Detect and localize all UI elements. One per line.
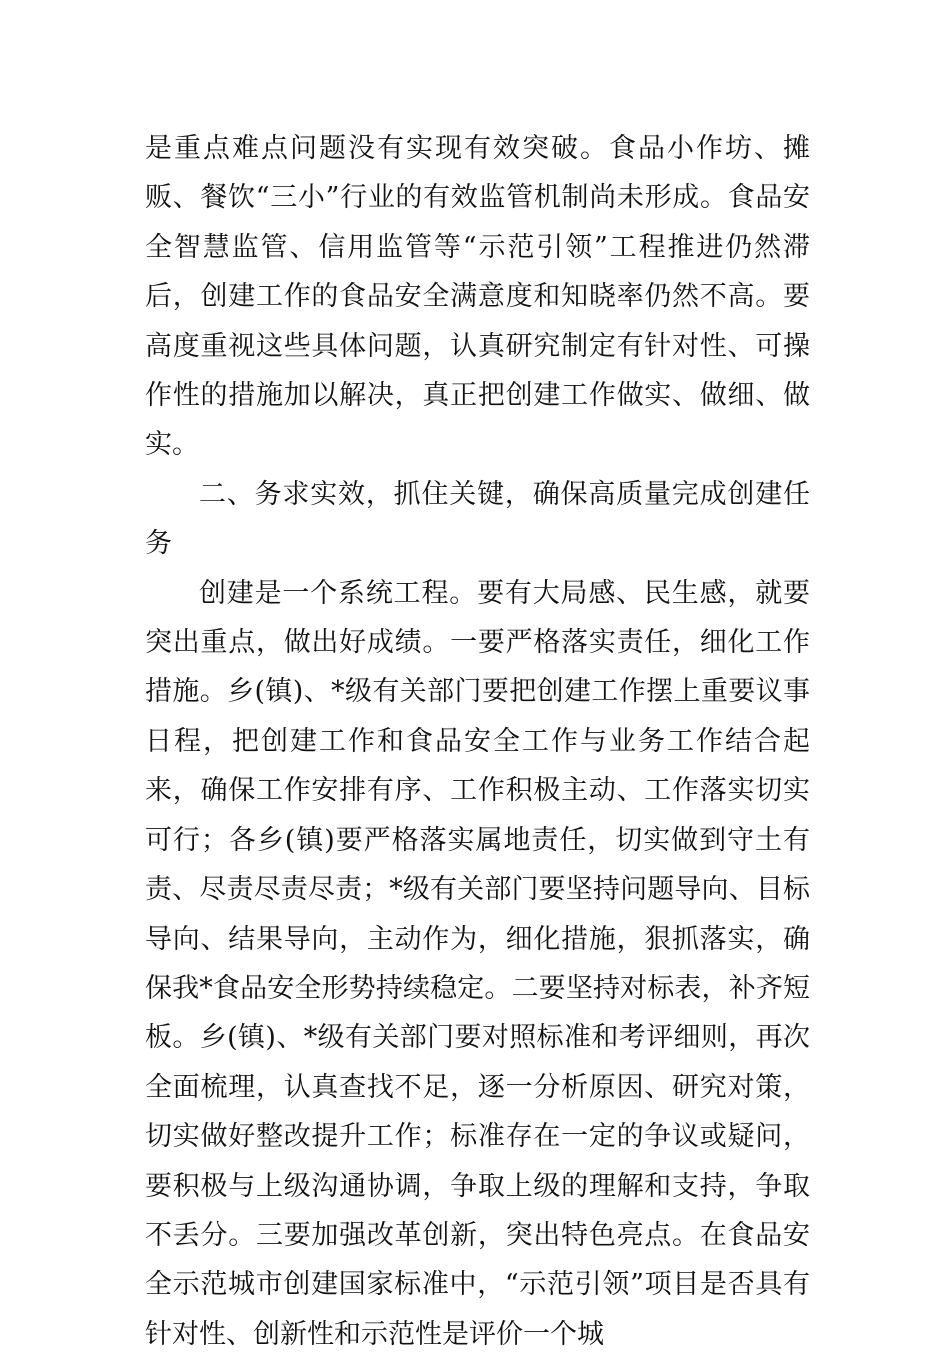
document-body — [145, 124, 810, 1359]
paragraph-continuation: 是重点难点问题没有实现有效突破。食品小作坊、摊贩、餐饮“三小”行业的有效监管机制尚未形成。食品安全智慧监管、信用监管等“示范引领”工程推进仍然滞后，创建工作的食品安全满意度和知晓率仍然不高。要高度重视这些具体问题，认真研究制定有针对性、可操作性的措施加以解决，真正把创建工作做实、做细、做实。 — [145, 133, 810, 461]
paragraph-body: 创建是一个系统工程。要有大局感、民生感，就要突出重点，做出好成绩。一要严格落实责任，细化工作措施。乡(镇)、*级有关部门要把创建工作摆上重要议事日程，把创建工作和食品安全工作与业务工作结合起来，确保工作安排有序、工作积极主动、工作落实切实可行；各乡(镇)要严格落实属地责任，切实做到守土有责、尽责尽责尽责；*级有关部门要坚持问题导向、目标导向、结果导向，主动作为，细化措施，狠抓落实，确保我*食品安全形势持续稳定。二要坚持对标表，补齐短板。乡(镇)、*级有关部门要对照标准和考评细则，再次全面梳理，认真查找不足，逐一分析原因、研究对策，切实做好整改提升工作；标准存在一定的争议或疑问，要积极与上级沟通协调，争取上级的理解和支持，争取不丢分。三要加强改革创新，突出特色亮点。在食品安全示范城市创建国家标准中，“示范引领”项目是否具有针对性、创新性和示范性是评价一个城 — [145, 577, 810, 1350]
section-heading: 二、务求实效，抓住关键，确保高质量完成创建任务 — [145, 478, 810, 560]
